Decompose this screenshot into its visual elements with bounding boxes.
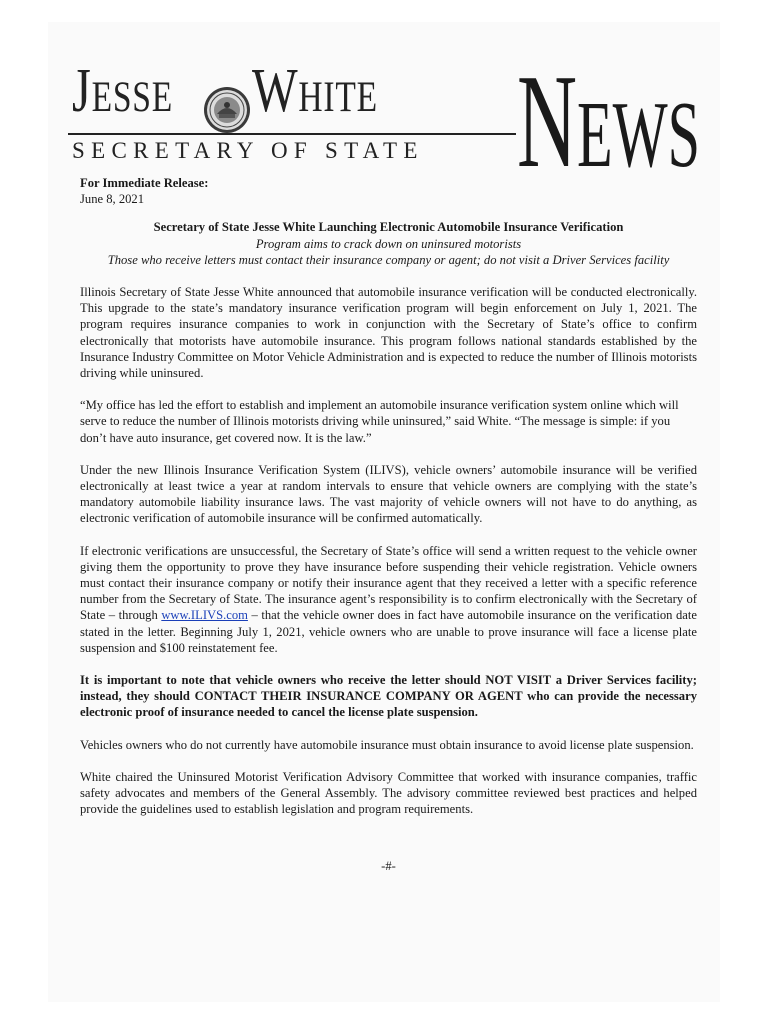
paragraph-announcement: Illinois Secretary of State Jesse White announced that automobile insurance verification will be conducted electronically. This upgrade to the state’s mandatory insurance verification program will begin enforcement on July 1, 2021. The program requires insurance companies to work in conjunction with the Secretary of State’s office to confirm electronically that motorists have automobile insurance. This program follows national standards established by the Insurance Industry Committee on Motor Vehicle Administration and is expected to reduce the number of Illinois motorists driving while uninsured. (80, 285, 697, 381)
release-date: June 8, 2021 (80, 192, 145, 207)
paragraph-verification-text-1: If electronic verifications are unsuccessful, the Secretary of State’s office will send a written request to the vehicle owner giving them the opportunity to prove they have insurance before suspending their vehicle registration. Vehicle owners must contact their insurance company or notify their insurance agent that they received a letter with a specific reference number from the Secretary of State. The insurance agent’s responsibility is to confirm electronically with the Secretary of State – through (80, 543, 697, 623)
release-label: For Immediate Release: (80, 176, 209, 190)
paragraph-quote: “My office has led the effort to establish and implement an automobile insurance verification system online which will serve to reduce the number of Illinois motorists driving while uninsured,” said White. “The message is simple: if you don’t have auto insurance, get covered now. It is the law.” (80, 398, 679, 445)
paragraph-verification (80, 543, 697, 656)
ilivs-link[interactable]: www.ILIVS.com (161, 608, 248, 623)
state-seal-icon (203, 86, 251, 134)
masthead-subtitle: SECRETARY OF STATE (72, 138, 424, 163)
paragraph-ilivs: Under the new Illinois Insurance Verification System (ILIVS), vehicle owners’ automobile insurance will be verified electronically at least twice a year at random intervals to ensure that vehicle owners are complying with the state’s mandatory automobile liability insurance laws. The vast majority of vehicle owners will not have to do anything, as electronic verification of automobile insurance will be confirmed automatically. (80, 462, 697, 526)
masthead-news: News (517, 47, 701, 195)
press-release-body (80, 175, 697, 874)
subhead-1: Program aims to crack down on uninsured motorists (255, 236, 522, 251)
masthead-name-last: White (252, 57, 378, 125)
paragraph-uninsured: Vehicles owners who do not currently have automobile insurance must obtain insurance to avoid license plate suspension. (80, 737, 694, 752)
paragraph-important-notice: It is important to note that vehicle owners who receive the letter should NOT VISIT a Driver Services facility; instead, they should CONTACT THEIR INSURANCE COMPANY OR AGENT who can provide the necessary electronic proof of insurance needed to cancel the license plate suspension. (80, 673, 697, 720)
masthead-rule (68, 133, 516, 135)
headline: Secretary of State Jesse White Launching Electronic Automobile Insurance Verification (153, 220, 624, 235)
end-mark: -#- (381, 858, 396, 873)
paragraph-verification-text-2: – that the vehicle owner does in fact have automobile insurance on the verification date stated in the letter. Beginning July 1, 2021, vehicle owners who are unable to prove insurance will face a license plate suspension and $100 reinstatement fee. (80, 608, 697, 655)
paragraph-committee: White chaired the Uninsured Motorist Verification Advisory Committee that worked with insurance companies, traffic safety advocates and members of the General Assembly. The advisory committee reviewed best practices and helped provide the guidelines used to establish legislation and program requirements. (80, 769, 697, 817)
masthead-name-first: Jesse (72, 57, 174, 125)
subhead-2: Those who receive letters must contact their insurance company or agent; do not visit a Driver Services facility (107, 252, 670, 267)
